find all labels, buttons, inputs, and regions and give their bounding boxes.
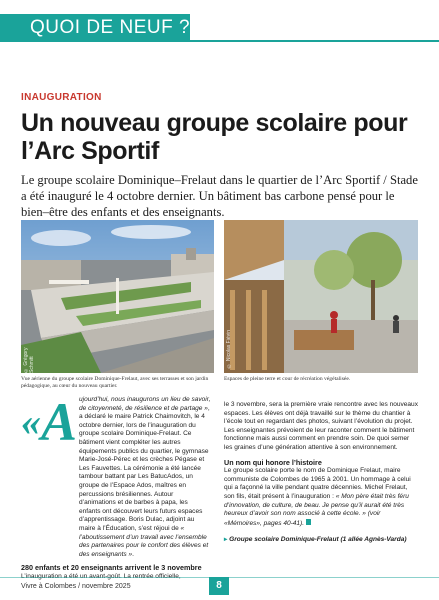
article-kicker: INAUGURATION [21,92,102,103]
subheading-1: 280 enfants et 20 enseignants arrivent le 3 novembre [21,563,202,573]
footer-publication: Vivre à Colombes / novembre 2025 [21,583,131,590]
intro-text: , a déclaré le maire Patrick Chaimovitch, le 4 octobre dernier, lors de l’inauguration du groupe scolaire Dominique-Frelaut. Ce bâtiment vient compléter les autres équipements publics du quartier, le gymnase Marie-José-Pérec et les crèches Pégase et Les Fauvettes. La cérémonie a été lancée tambour battant par Les BatucAdos, un groupe de l’Espace Ados, maîtres en percussions brésiliennes. Autour d’animations et de barbes à papa, les enfants ont découvert leurs futurs espaces d’apprentissage. Boris Dulac, adjoint au maire à l’Éducation, s’est réjoui de [79,404,210,532]
drop-cap: «A [21,392,78,452]
right-photo-credit: © Nicolas Fiévin [226,330,232,369]
school-aerial-photo [21,220,214,373]
pin-icon: ▸ [224,536,228,544]
deputy-quote: « l’aboutissement d’un travail avec l’ensemble des partenaires pour le confort des élèves et des enseignants » [79,524,209,558]
paragraph-3: le 3 novembre, sera la première vraie rencontre avec les nouveaux espaces. Les élèves ont déjà travaillé sur le thème du chantier à l’école tout en regardant des photos, suivant l’évolution du projet. Les enseignantes prévoient de leur raconter comment le bâtiment fonctionne mais aussi comment en prendre soin. De quoi semer les graines d’une génération attentive à son environnement. [224,401,418,451]
paragraph-4-text: Le groupe scolaire porte le nom de Dominique Frelaut, maire communiste de Colombes de 1965 à 2001. Un hommage à celui qui a façonné la ville pendant quatre décennies. Michel Frelaut, son fils, était présent à l’inauguration : [224,467,411,500]
address-text: Groupe scolaire Dominique-Frelaut (1 allée Agnès-Varda) [229,536,407,544]
banner-rule [190,40,439,42]
section-title: QUOI DE NEUF ? [30,17,191,38]
page-number: 8 [209,577,229,595]
section-banner [0,0,439,42]
left-photo-caption: Vue aérienne du groupe scolaire Dominique-Frelaut, avec ses terrasses et son jardin pédagogique, au cœur du nouveau quartier. [21,376,209,389]
playground-photo [224,220,418,373]
paragraph-4 [224,467,418,528]
article-column-2 [224,401,418,545]
end-mark [306,519,311,525]
son-quote: « Mon père était très féru d’innovation, de culture, de beau. Je pense qu’il aurait été très heureux d’avoir son nom associé à cette école. » (voir «Mémoires», pages 40-41). [224,492,409,527]
left-photo-credit: © Grégory Schmitt [23,347,35,373]
subheading-2: Un nom qui honore l’histoire [224,457,322,467]
article-headline: Un nouveau groupe scolaire pour l’Arc Sportif [21,109,408,165]
right-photo-caption: Espaces de pleine terre et cour de récréation végétalisée. [224,376,351,382]
intro-paragraph: ujourd’hui, nous inaugurons un lieu de savoir, de citoyenneté, de résilience et de partage », a déclaré le maire Patrick Chaimovitch, le 4 octobre dernier, lors de l’inauguration du groupe scolaire Dominique-Frelaut. Ce bâtiment vient compléter les autres équipements publics du quartier, le gymnase Marie-José-Pérec et les crèches Pégase et Les Fauvettes. La cérémonie a été lancée tambour battant par Les BatucAdos, un groupe de l’Espace Ados, maîtres en percussions brésiliennes. Autour d’animations et de barbes à papa, les enfants ont découvert leurs futurs espaces d’apprentissage. Boris Dulac, adjoint au maire à l’Éducation, s’est réjoui de « l’aboutissement d’un travail avec l’ensemble des partenaires pour le confort des élèves et des enseignants ». [79,396,211,558]
intro-quote: ujourd’hui, nous inaugurons un lieu de savoir, de citoyenneté, de résilience et de partage » [79,396,211,412]
address-line [224,536,418,545]
article-lead: Le groupe scolaire Dominique–Frelaut dans le quartier de l’Arc Sportif / Stade a été inauguré le 4 octobre dernier. Un bâtiment bas carbone pensé pour le bien–être des enfants et des enseignants. [21,173,418,220]
article-column-1 [21,392,211,581]
